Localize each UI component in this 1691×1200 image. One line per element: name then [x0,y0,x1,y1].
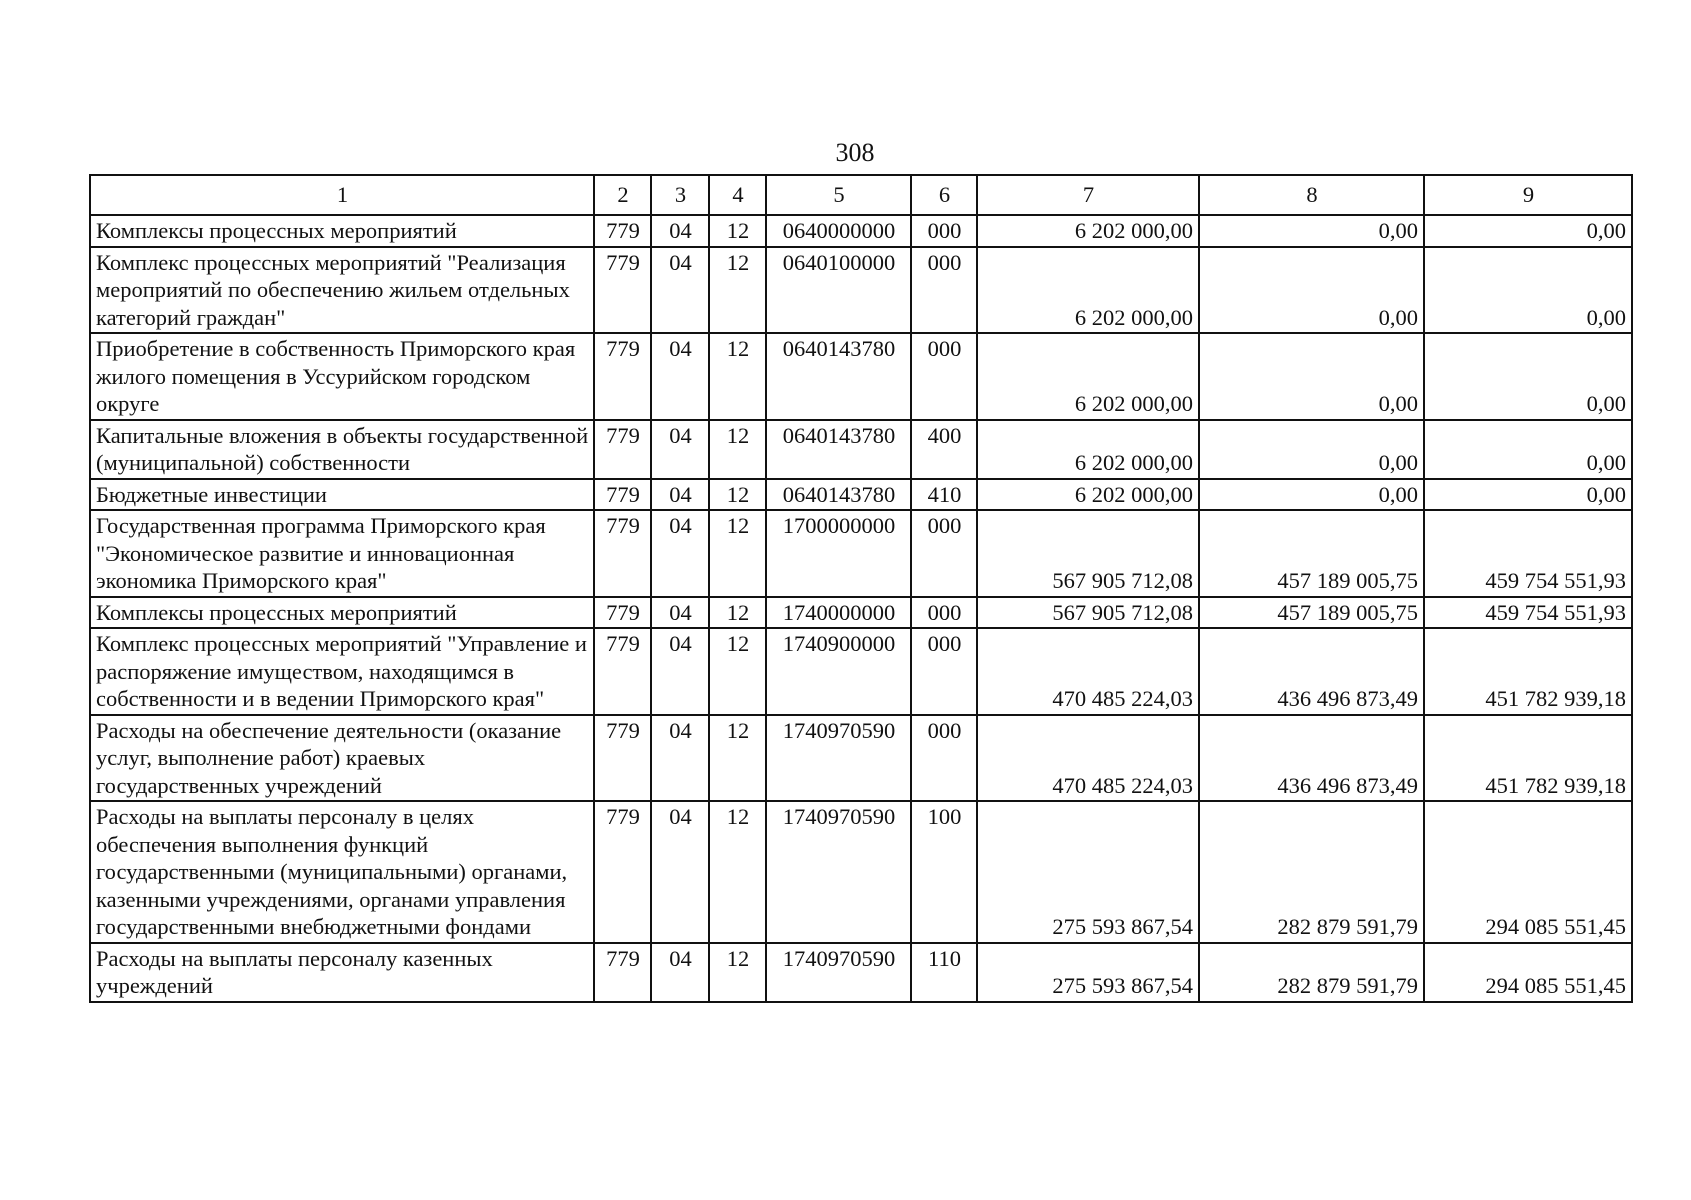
subsection-code: 12 [709,420,766,479]
admin-code: 779 [594,215,651,247]
target-article-code: 0640143780 [766,333,911,420]
budget-table [89,174,1633,1003]
table-row [90,333,1632,420]
target-article-code: 1740970590 [766,943,911,1002]
amount-col7: 6 202 000,00 [977,479,1199,511]
amount-col9: 0,00 [1424,247,1632,334]
amount-col8: 0,00 [1199,420,1424,479]
row-name: Расходы на выплаты персоналу казенных учреждений [90,943,594,1002]
amount-col9: 459 754 551,93 [1424,510,1632,597]
section-code: 04 [651,628,709,715]
amount-col8: 457 189 005,75 [1199,510,1424,597]
subsection-code: 12 [709,943,766,1002]
header-row [90,175,1632,215]
amount-col9: 451 782 939,18 [1424,628,1632,715]
table-row [90,215,1632,247]
target-article-code: 1740970590 [766,715,911,802]
amount-col7: 6 202 000,00 [977,420,1199,479]
amount-col8: 0,00 [1199,333,1424,420]
row-name: Государственная программа Приморского края "Экономическое развитие и инновационная экономика Приморского края" [90,510,594,597]
expense-type-code: 110 [911,943,977,1002]
column-header: 3 [651,175,709,215]
expense-type-code: 000 [911,510,977,597]
amount-col9: 294 085 551,45 [1424,943,1632,1002]
target-article-code: 1740900000 [766,628,911,715]
amount-col9: 0,00 [1424,420,1632,479]
amount-col9: 294 085 551,45 [1424,801,1632,943]
subsection-code: 12 [709,715,766,802]
section-code: 04 [651,597,709,629]
table-row [90,628,1632,715]
column-header: 8 [1199,175,1424,215]
admin-code: 779 [594,333,651,420]
column-header: 9 [1424,175,1632,215]
amount-col7: 275 593 867,54 [977,943,1199,1002]
expense-type-code: 000 [911,333,977,420]
section-code: 04 [651,420,709,479]
target-article-code: 0640143780 [766,479,911,511]
row-name: Бюджетные инвестиции [90,479,594,511]
table-row [90,479,1632,511]
row-name: Капитальные вложения в объекты государственной (муниципальной) собственности [90,420,594,479]
target-article-code: 0640100000 [766,247,911,334]
admin-code: 779 [594,801,651,943]
section-code: 04 [651,215,709,247]
expense-type-code: 410 [911,479,977,511]
row-name: Комплекс процессных мероприятий "Управление и распоряжение имуществом, находящимся в собственности и в ведении Приморского края" [90,628,594,715]
admin-code: 779 [594,247,651,334]
table-row [90,801,1632,943]
amount-col9: 0,00 [1424,479,1632,511]
row-name: Приобретение в собственность Приморского края жилого помещения в Уссурийском городском округе [90,333,594,420]
row-name: Комплекс процессных мероприятий "Реализация мероприятий по обеспечению жильем отдельных категорий граждан" [90,247,594,334]
expense-type-code: 000 [911,597,977,629]
amount-col9: 451 782 939,18 [1424,715,1632,802]
row-name: Комплексы процессных мероприятий [90,597,594,629]
column-header: 4 [709,175,766,215]
table-row [90,420,1632,479]
section-code: 04 [651,801,709,943]
expense-type-code: 000 [911,247,977,334]
amount-col7: 6 202 000,00 [977,333,1199,420]
target-article-code: 1740970590 [766,801,911,943]
amount-col7: 567 905 712,08 [977,510,1199,597]
table-row [90,715,1632,802]
amount-col8: 0,00 [1199,247,1424,334]
table-row [90,510,1632,597]
admin-code: 779 [594,715,651,802]
amount-col7: 567 905 712,08 [977,597,1199,629]
column-header: 1 [90,175,594,215]
admin-code: 779 [594,628,651,715]
subsection-code: 12 [709,510,766,597]
admin-code: 779 [594,479,651,511]
expense-type-code: 000 [911,715,977,802]
row-name: Расходы на обеспечение деятельности (оказание услуг, выполнение работ) краевых государственных учреждений [90,715,594,802]
table-row [90,943,1632,1002]
admin-code: 779 [594,597,651,629]
column-header: 2 [594,175,651,215]
target-article-code: 0640000000 [766,215,911,247]
amount-col7: 275 593 867,54 [977,801,1199,943]
amount-col9: 459 754 551,93 [1424,597,1632,629]
subsection-code: 12 [709,479,766,511]
table-row [90,597,1632,629]
table-row [90,247,1632,334]
subsection-code: 12 [709,628,766,715]
amount-col7: 470 485 224,03 [977,715,1199,802]
amount-col7: 6 202 000,00 [977,247,1199,334]
target-article-code: 1740000000 [766,597,911,629]
amount-col9: 0,00 [1424,333,1632,420]
expense-type-code: 100 [911,801,977,943]
target-article-code: 1700000000 [766,510,911,597]
subsection-code: 12 [709,801,766,943]
expense-type-code: 400 [911,420,977,479]
amount-col8: 457 189 005,75 [1199,597,1424,629]
section-code: 04 [651,510,709,597]
amount-col8: 0,00 [1199,215,1424,247]
target-article-code: 0640143780 [766,420,911,479]
section-code: 04 [651,333,709,420]
section-code: 04 [651,479,709,511]
row-name: Расходы на выплаты персоналу в целях обеспечения выполнения функций государственными (муниципальными) органами, казенными учреждениями, органами управления государственными внебюджетными фондами [90,801,594,943]
row-name: Комплексы процессных мероприятий [90,215,594,247]
column-header: 6 [911,175,977,215]
subsection-code: 12 [709,597,766,629]
page-number: 308 [835,138,875,167]
amount-col8: 436 496 873,49 [1199,628,1424,715]
column-header: 5 [766,175,911,215]
expense-type-code: 000 [911,215,977,247]
amount-col8: 0,00 [1199,479,1424,511]
admin-code: 779 [594,510,651,597]
amount-col8: 282 879 591,79 [1199,801,1424,943]
amount-col9: 0,00 [1424,215,1632,247]
column-header: 7 [977,175,1199,215]
expense-type-code: 000 [911,628,977,715]
amount-col8: 436 496 873,49 [1199,715,1424,802]
amount-col7: 6 202 000,00 [977,215,1199,247]
subsection-code: 12 [709,247,766,334]
section-code: 04 [651,943,709,1002]
subsection-code: 12 [709,215,766,247]
admin-code: 779 [594,943,651,1002]
section-code: 04 [651,247,709,334]
section-code: 04 [651,715,709,802]
amount-col8: 282 879 591,79 [1199,943,1424,1002]
subsection-code: 12 [709,333,766,420]
admin-code: 779 [594,420,651,479]
amount-col7: 470 485 224,03 [977,628,1199,715]
